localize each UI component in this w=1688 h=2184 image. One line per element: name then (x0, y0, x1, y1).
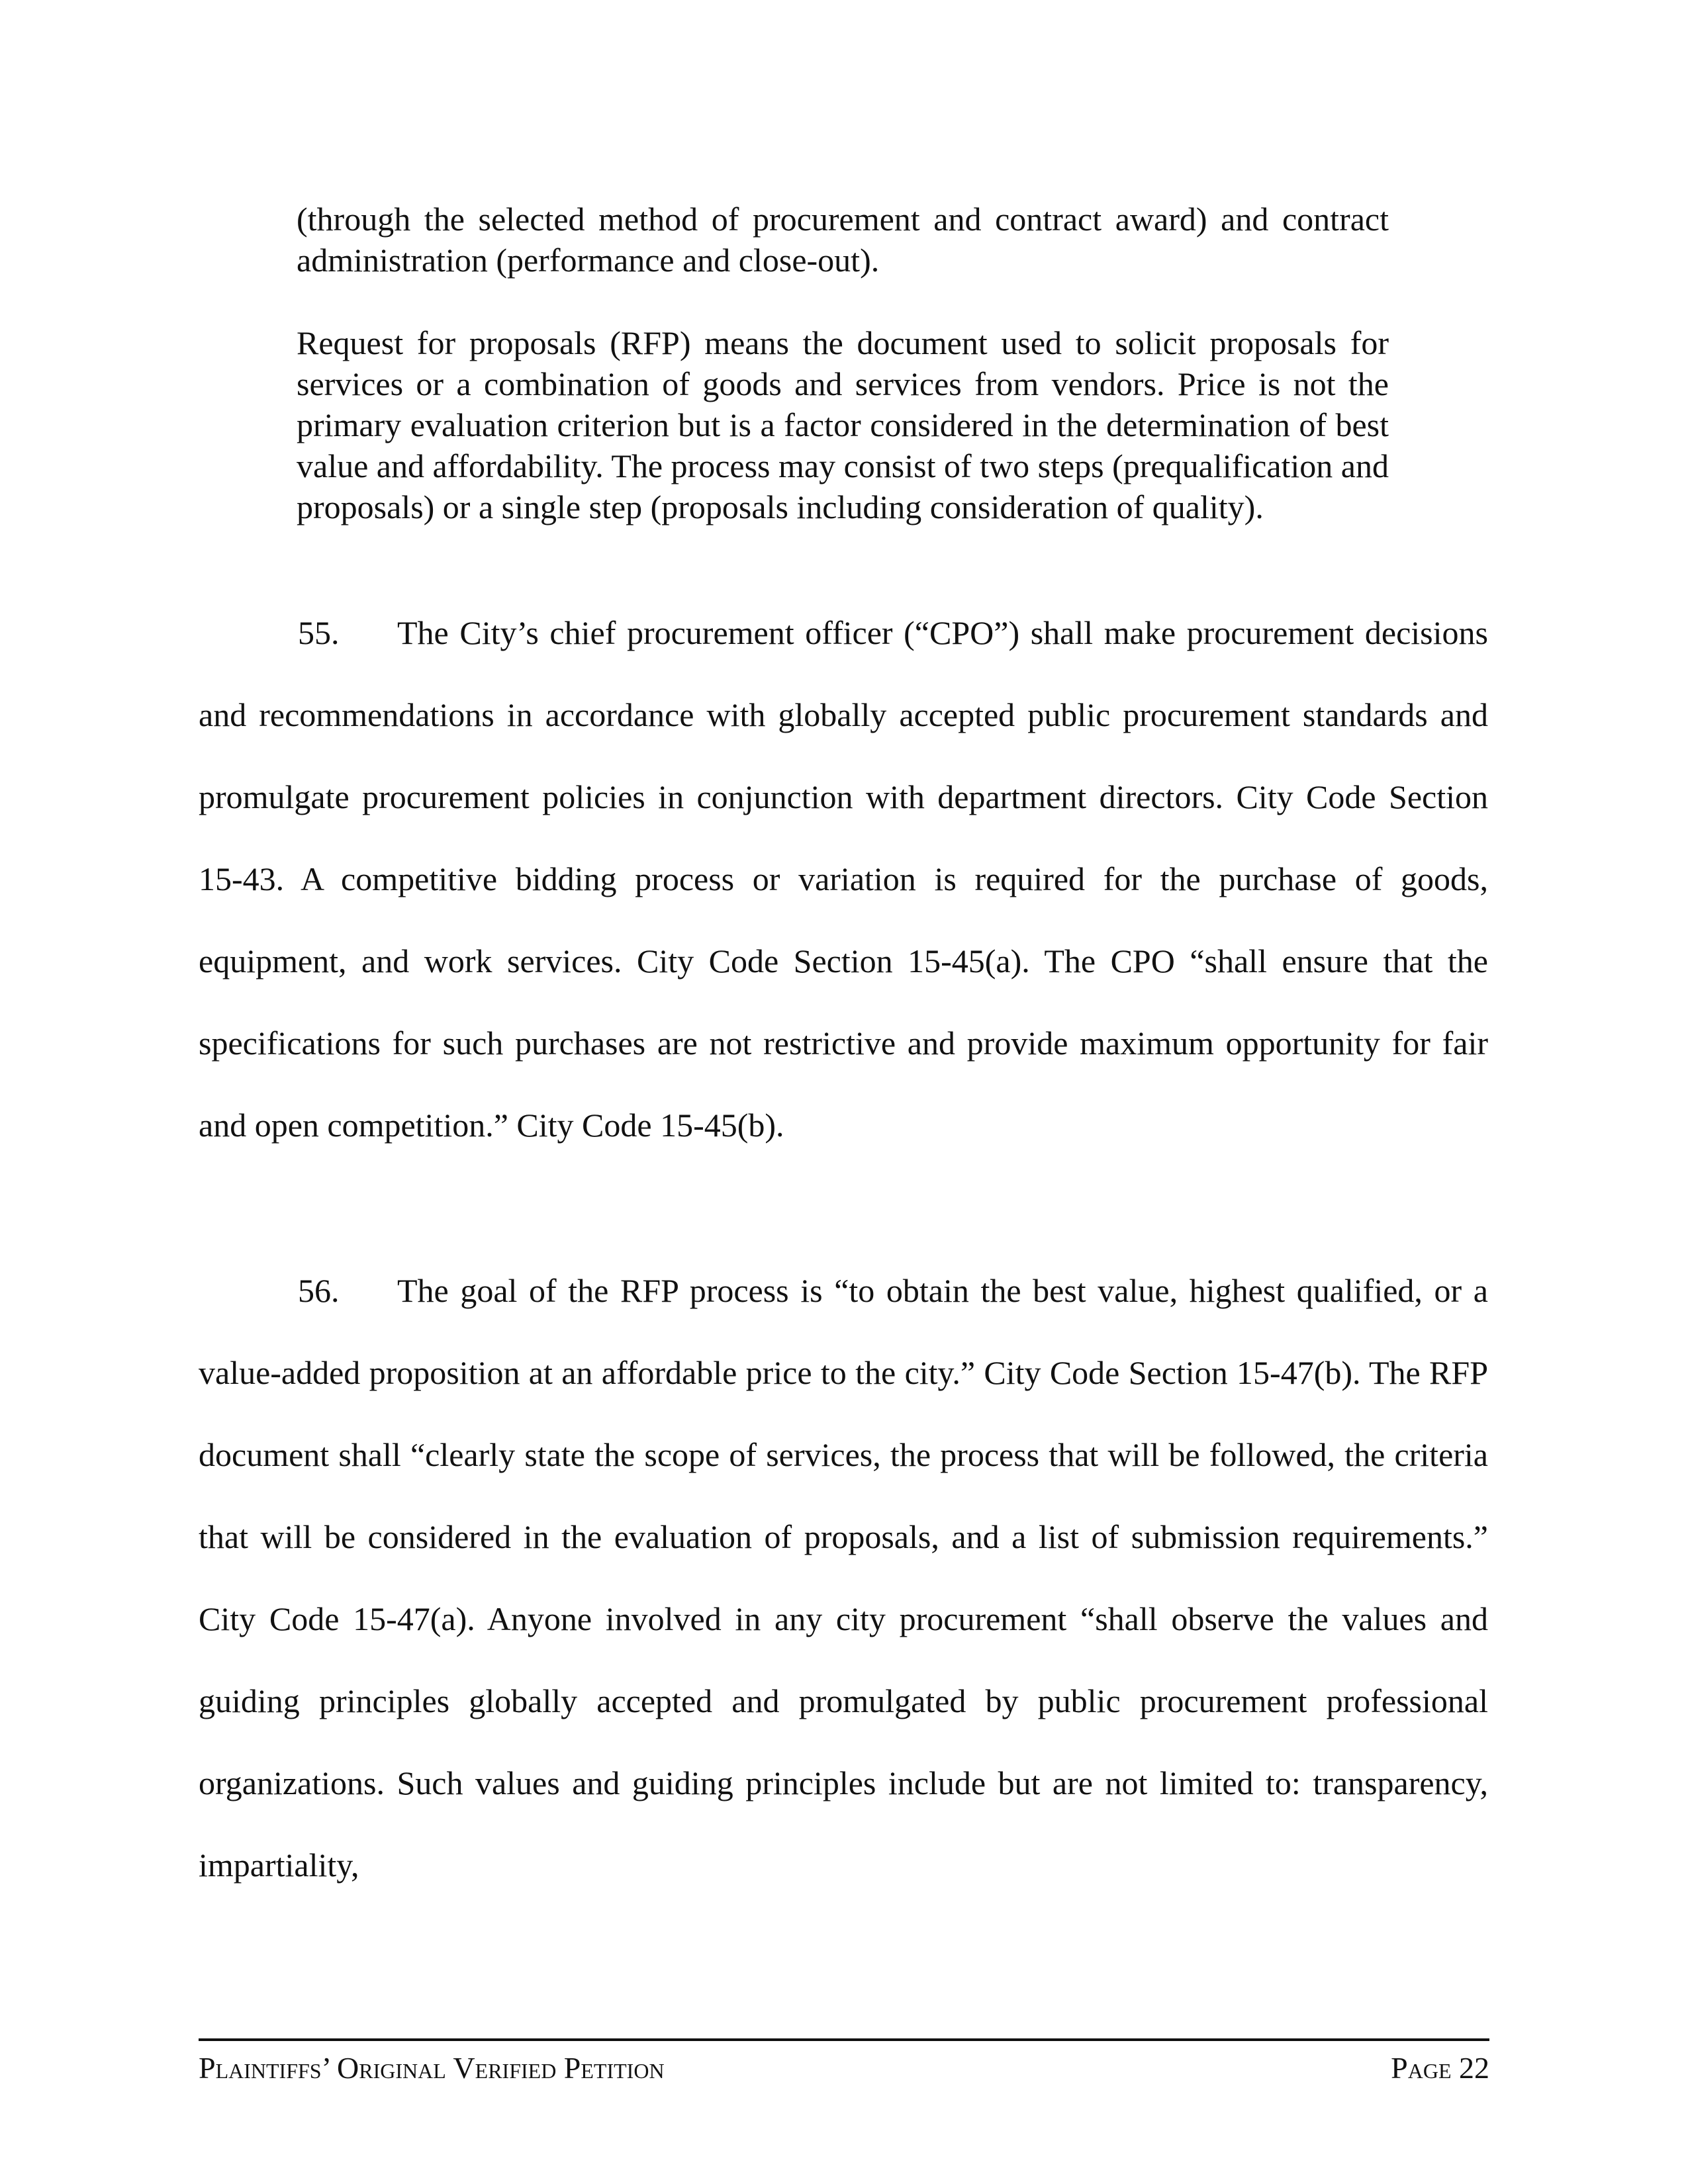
paragraph-56 (199, 1250, 1488, 1906)
page-footer (199, 2048, 1489, 2088)
quoted-definition-rfp: Request for proposals (RFP) means the document used to solicit proposals for services or a combination of goods and services from vendors. Price is not the primary evaluation criterion but is a factor considered in the determination of best value and affordability. The process may consist of two steps (prequalification and proposals) or a single step (proposals including consideration of quality). (297, 324, 1389, 525)
paragraph-55 (199, 592, 1488, 1166)
footer-page-number: Page 22 (1391, 2051, 1489, 2085)
paragraph-text: The goal of the RFP process is “to obtain the best value, highest qualified, or a value-added proposition at an affordable price to the city.” City Code Section 15-47(b). The RFP document shall “clearly state the scope of services, the process that will be followed, the criteria that will be considered in the evaluation of proposals, and a list of submission requirements.” City Code 15-47(a). Anyone involved in any city procurement “shall observe the values and guiding principles globally accepted and promulgated by public procurement professional organizations. Such values and guiding principles include but are not limited to: transparency, impartiality, (199, 1272, 1488, 1884)
footer-document-title: Plaintiffs’ Original Verified Petition (199, 2051, 665, 2085)
paragraph-text: The City’s chief procurement officer (“CPO”) shall make procurement decisions and recommendations in accordance with globally accepted public procurement standards and promulgate procurement policies in conjunction with department directors. City Code Section 15-43. A competitive bidding process or variation is required for the purchase of goods, equipment, and work services. City Code Section 15-45(a). The CPO “shall ensure that the specifications for such purchases are not restrictive and provide maximum opportunity for fair and open competition.” City Code 15-45(b). (199, 614, 1488, 1144)
quoted-definition-continuation: (through the selected method of procurement and contract award) and contract administration (performance and close-out). (297, 201, 1389, 279)
footer-divider (199, 2038, 1489, 2041)
paragraph-number: 56. (298, 1272, 340, 1309)
paragraph-number: 55. (298, 614, 340, 651)
